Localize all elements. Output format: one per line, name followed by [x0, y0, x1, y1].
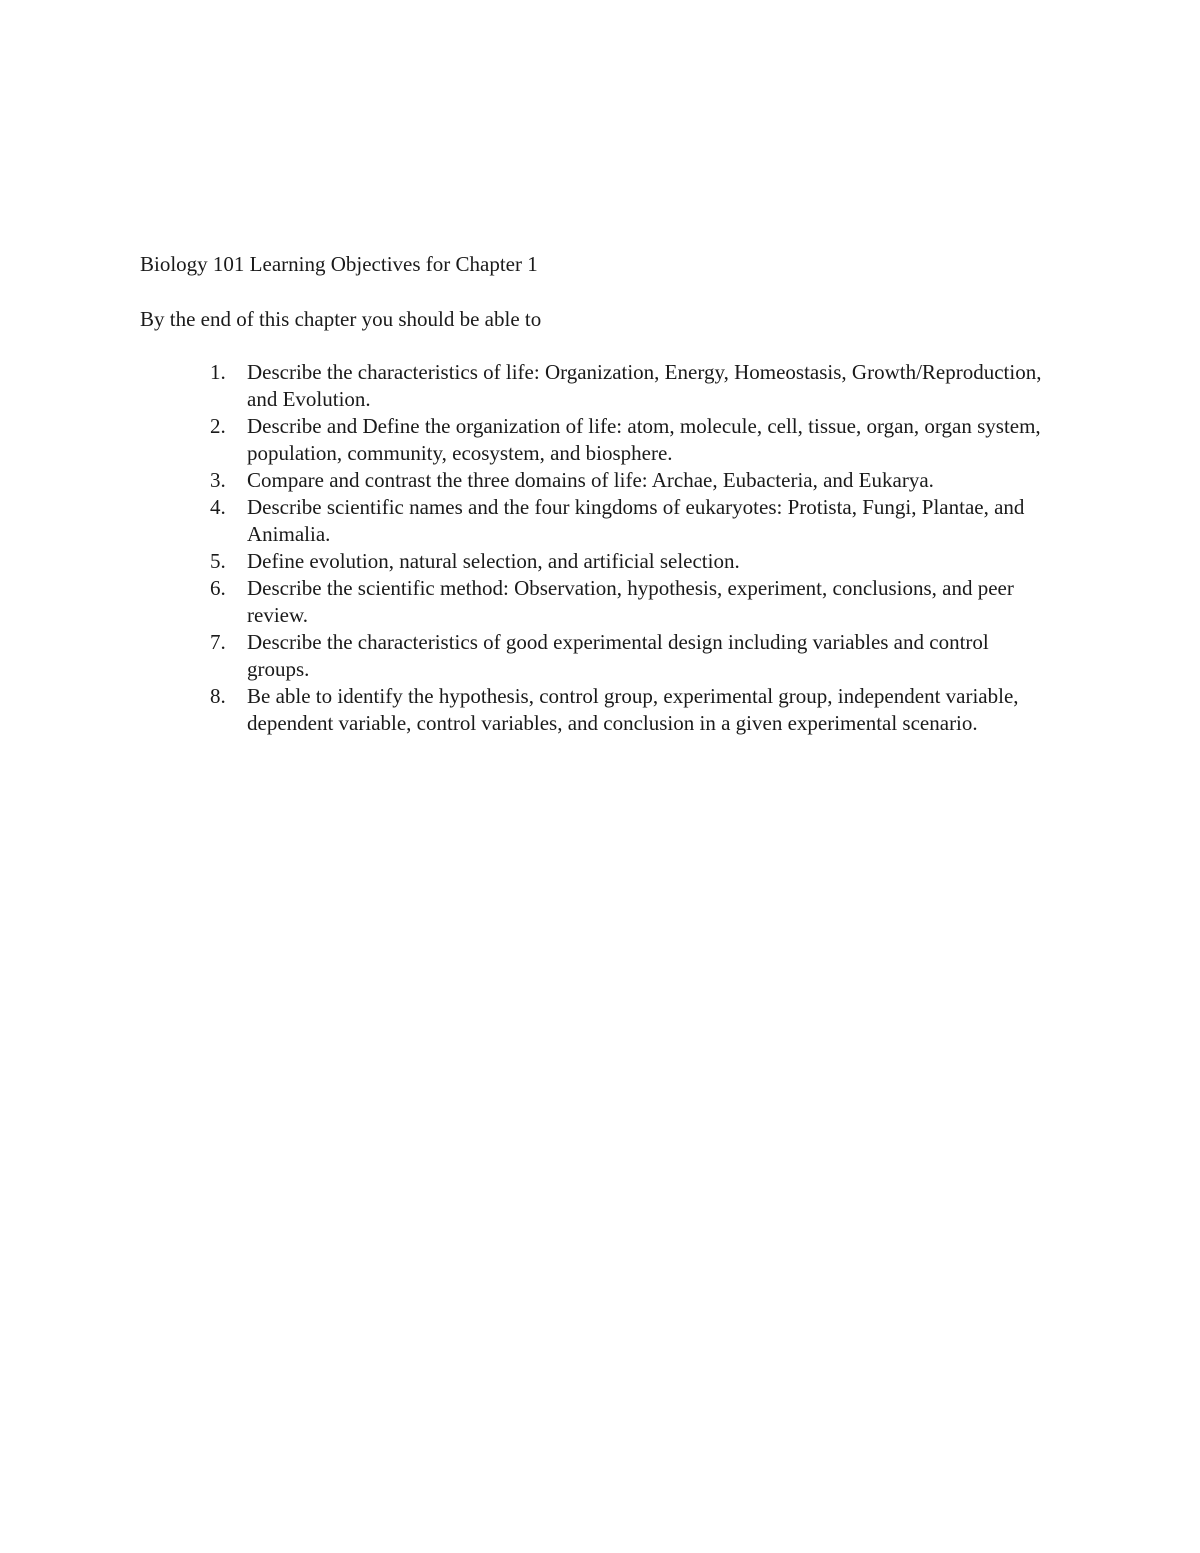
objective-text: Describe the characteristics of good experimental design including variables and control groups.: [247, 630, 989, 681]
objective-text: Compare and contrast the three domains of life: Archae, Eubacteria, and Eukarya.: [247, 468, 934, 492]
objective-text: Describe the scientific method: Observation, hypothesis, experiment, conclusions, and peer review.: [247, 576, 1014, 627]
objective-number: 5.: [210, 549, 226, 573]
list-item: [0, 494, 1200, 548]
objective-number: 7.: [210, 630, 226, 654]
objective-number: 6.: [210, 576, 226, 600]
list-item: [0, 548, 1200, 575]
list-item: [0, 683, 1200, 737]
list-item: [0, 359, 1200, 413]
objective-number: 2.: [210, 414, 226, 438]
objective-text: Describe scientific names and the four kingdoms of eukaryotes: Protista, Fungi, Plantae, and Animalia.: [247, 495, 1025, 546]
objective-number: 3.: [210, 468, 226, 492]
objective-text: Describe and Define the organization of life: atom, molecule, cell, tissue, organ, organ system, population, community, ecosystem, and biosphere.: [247, 414, 1041, 465]
document-title: Biology 101 Learning Objectives for Chapter 1: [140, 252, 538, 276]
list-item: [0, 413, 1200, 467]
objective-text: Be able to identify the hypothesis, control group, experimental group, independent variable, dependent variable, control variables, and conclusion in a given experimental scenario.: [247, 684, 1019, 735]
objective-number: 4.: [210, 495, 226, 519]
list-item: [0, 575, 1200, 629]
list-item: [0, 629, 1200, 683]
objective-text: Describe the characteristics of life: Organization, Energy, Homeostasis, Growth/Reproduction, and Evolution.: [247, 360, 1042, 411]
objectives-list: [0, 359, 1200, 737]
objective-number: 8.: [210, 684, 226, 708]
intro-text: By the end of this chapter you should be able to: [140, 307, 542, 331]
objective-text: Define evolution, natural selection, and artificial selection.: [247, 549, 740, 573]
objective-number: 1.: [210, 360, 226, 384]
list-item: [0, 467, 1200, 494]
